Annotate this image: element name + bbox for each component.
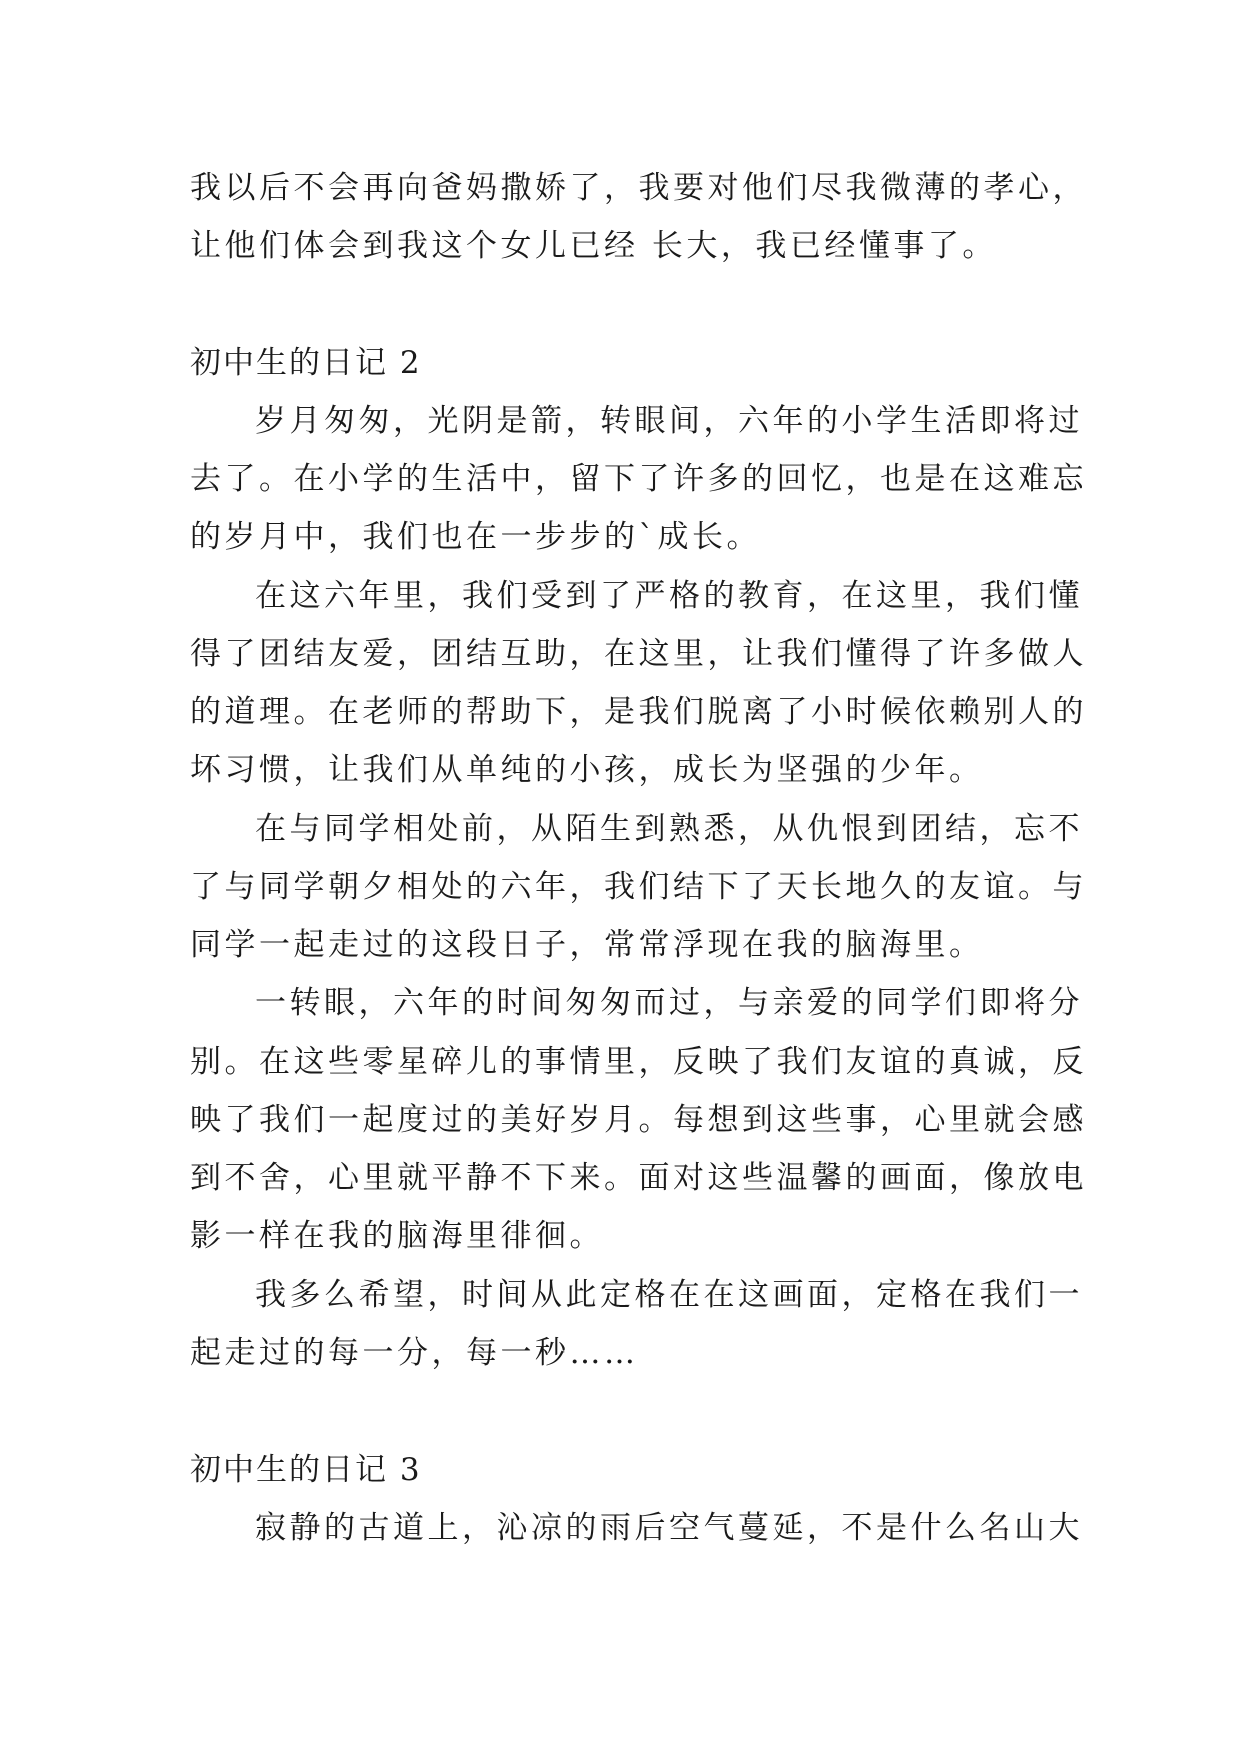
paragraph-line: 坏习惯，让我们从单纯的小孩，成长为坚强的少年。 (190, 752, 984, 788)
paragraph-line: 映了我们一起度过的美好岁月。每想到这些事，心里就会感 (190, 1102, 1087, 1138)
paragraph-line: 寂静的古道上，沁凉的雨后空气蔓延，不是什么名山大 (255, 1510, 1083, 1546)
paragraph-line: 的道理。在老师的帮助下，是我们脱离了小时候依赖别人的 (190, 694, 1087, 730)
section-heading: 初中生的日记 3 (190, 1452, 422, 1488)
paragraph-line: 的岁月中，我们也在一步步的`成长。 (190, 519, 761, 555)
paragraph-line: 去了。在小学的生活中，留下了许多的回忆，也是在这难忘 (190, 461, 1087, 497)
paragraph-line: 影一样在我的脑海里徘徊。 (190, 1218, 604, 1254)
paragraph-line: 一转眼，六年的时间匆匆而过，与亲爱的同学们即将分 (255, 985, 1083, 1021)
paragraph-line: 得了团结友爱，团结互助，在这里，让我们懂得了许多做人 (190, 636, 1087, 672)
paragraph-line: 别。在这些零星碎儿的事情里，反映了我们友谊的真诚，反 (190, 1044, 1087, 1080)
paragraph-line: 起走过的每一分，每一秒…… (190, 1335, 639, 1371)
paragraph-line: 了与同学朝夕相处的六年，我们结下了天长地久的友谊。与 (190, 869, 1087, 905)
paragraph-line: 到不舍，心里就平静不下来。面对这些温馨的画面，像放电 (190, 1160, 1087, 1196)
paragraph-line: 岁月匆匆，光阴是箭，转眼间，六年的小学生活即将过 (255, 403, 1083, 439)
paragraph-line: 在这六年里，我们受到了严格的教育，在这里，我们懂 (255, 578, 1083, 614)
paragraph-line: 让他们体会到我这个女儿已经 长大，我已经懂事了。 (190, 228, 997, 264)
paragraph-line: 我多么希望，时间从此定格在在这画面，定格在我们一 (255, 1277, 1083, 1313)
paragraph-line: 在与同学相处前，从陌生到熟悉，从仇恨到团结，忘不 (255, 811, 1083, 847)
paragraph-line: 我以后不会再向爸妈撒娇了，我要对他们尽我微薄的孝心， (190, 170, 1087, 206)
section-heading: 初中生的日记 2 (190, 345, 422, 381)
paragraph-line: 同学一起走过的这段日子，常常浮现在我的脑海里。 (190, 927, 984, 963)
